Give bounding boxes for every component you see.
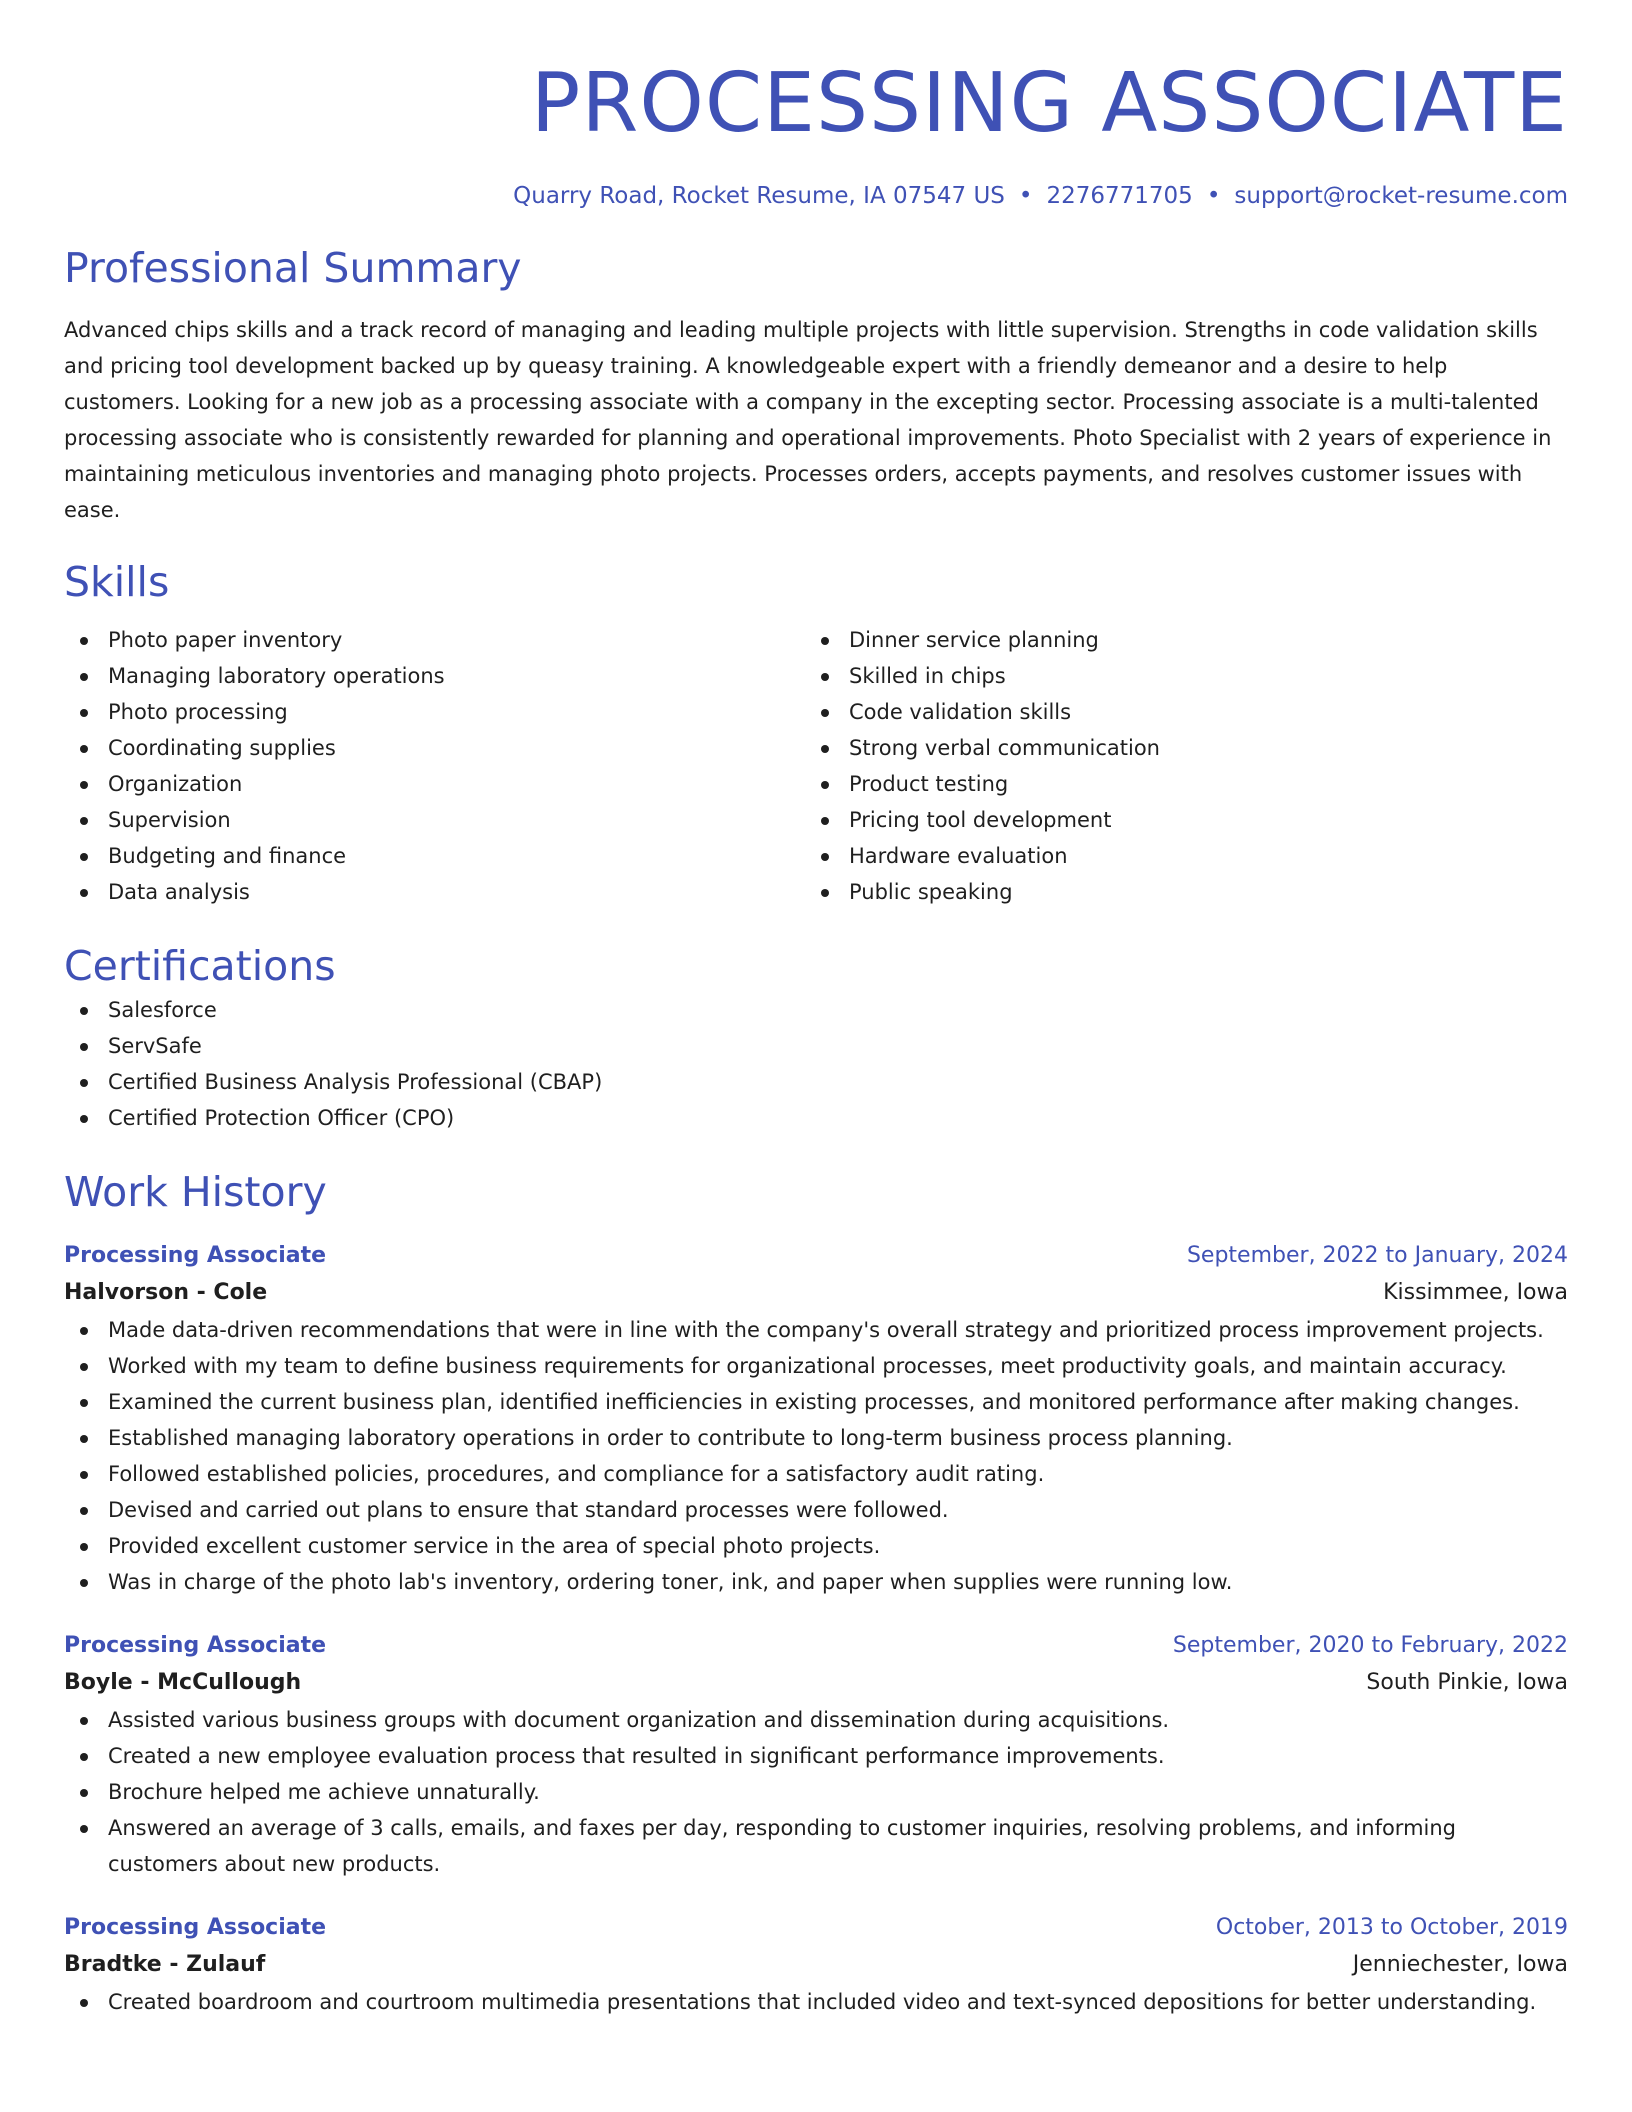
job-company: Halvorson - Cole bbox=[64, 1280, 268, 1305]
skill-item: Coordinating supplies bbox=[64, 730, 805, 766]
job-bullet: Established managing laboratory operations in order to contribute to long-term business process planning. bbox=[64, 1420, 1568, 1456]
contact-address: Quarry Road, Rocket Resume, IA 07547 US bbox=[513, 183, 1005, 209]
skill-item: Public speaking bbox=[805, 874, 1546, 910]
job-location: Kissimmee, Iowa bbox=[1383, 1280, 1568, 1305]
skills-grid bbox=[64, 622, 1568, 910]
skill-item: Pricing tool development bbox=[805, 802, 1546, 838]
skills-list-left bbox=[64, 622, 805, 910]
certifications-heading: Certifications bbox=[64, 942, 336, 990]
contact-email[interactable]: support@rocket-resume.com bbox=[1234, 183, 1568, 209]
skills-column-right bbox=[805, 622, 1546, 910]
job-bullet: Provided excellent customer service in the area of special photo projects. bbox=[64, 1528, 1568, 1564]
skill-item: Product testing bbox=[805, 766, 1546, 802]
job-bullet: Examined the current business plan, identified inefficiencies in existing processes, and monitored performance after making changes. bbox=[64, 1384, 1568, 1420]
certification-item: Certified Protection Officer (CPO) bbox=[64, 1100, 1568, 1136]
job-title: Processing Associate bbox=[64, 1633, 327, 1658]
job-entry bbox=[64, 1238, 1568, 1600]
job-bullet: Followed established policies, procedures, and compliance for a satisfactory audit rating. bbox=[64, 1456, 1568, 1492]
job-bullets bbox=[64, 1984, 1568, 2020]
job-company: Bradtke - Zulauf bbox=[64, 1952, 266, 1977]
skills-heading: Skills bbox=[64, 558, 170, 606]
job-title-row bbox=[64, 1628, 1568, 1664]
job-dates: September, 2020 to February, 2022 bbox=[1172, 1633, 1568, 1658]
skill-item: Skilled in chips bbox=[805, 658, 1546, 694]
resume-header bbox=[64, 56, 1568, 212]
contact-separator: • bbox=[1206, 183, 1221, 209]
skill-item: Strong verbal communication bbox=[805, 730, 1546, 766]
job-bullet: Brochure helped me achieve unnaturally. bbox=[64, 1774, 1568, 1810]
job-location: South Pinkie, Iowa bbox=[1366, 1670, 1568, 1695]
contact-line bbox=[64, 180, 1568, 212]
skill-item: Managing laboratory operations bbox=[64, 658, 805, 694]
skill-item: Supervision bbox=[64, 802, 805, 838]
summary-heading: Professional Summary bbox=[64, 244, 522, 292]
job-bullet: Was in charge of the photo lab's inventory, ordering toner, ink, and paper when supplies were running low. bbox=[64, 1564, 1568, 1600]
job-dates: October, 2013 to October, 2019 bbox=[1215, 1915, 1568, 1940]
job-bullet: Created boardroom and courtroom multimedia presentations that included video and text-synced depositions for better understanding. bbox=[64, 1984, 1568, 2020]
job-company: Boyle - McCullough bbox=[64, 1670, 302, 1695]
job-company-row bbox=[64, 1664, 1568, 1702]
job-bullet: Worked with my team to define business requirements for organizational processes, meet productivity goals, and maintain accuracy. bbox=[64, 1348, 1568, 1384]
work-history-heading: Work History bbox=[64, 1168, 327, 1216]
job-bullets bbox=[64, 1312, 1568, 1600]
certifications-list bbox=[64, 992, 1568, 1136]
job-bullet: Assisted various business groups with document organization and dissemination during acquisitions. bbox=[64, 1702, 1568, 1738]
skills-column-left bbox=[64, 622, 805, 910]
job-bullets bbox=[64, 1702, 1568, 1882]
job-title: Processing Associate bbox=[64, 1915, 327, 1940]
job-entry bbox=[64, 1910, 1568, 2020]
job-title-row bbox=[64, 1238, 1568, 1274]
certification-item: Salesforce bbox=[64, 992, 1568, 1028]
job-title-row bbox=[64, 1910, 1568, 1946]
job-entry bbox=[64, 1628, 1568, 1882]
contact-separator: • bbox=[1018, 183, 1033, 209]
job-company-row bbox=[64, 1274, 1568, 1312]
job-bullet: Devised and carried out plans to ensure that standard processes were followed. bbox=[64, 1492, 1568, 1528]
skill-item: Photo paper inventory bbox=[64, 622, 805, 658]
skill-item: Code validation skills bbox=[805, 694, 1546, 730]
contact-phone: 2276771705 bbox=[1046, 183, 1193, 209]
job-dates: September, 2022 to January, 2024 bbox=[1186, 1243, 1568, 1268]
job-company-row bbox=[64, 1946, 1568, 1984]
skill-item: Data analysis bbox=[64, 874, 805, 910]
job-bullet: Answered an average of 3 calls, emails, and faxes per day, responding to customer inquiries, resolving problems, and informing customers about new products. bbox=[64, 1810, 1568, 1882]
skill-item: Organization bbox=[64, 766, 805, 802]
page-title: PROCESSING ASSOCIATE bbox=[530, 56, 1568, 151]
certification-item: Certified Business Analysis Professional (CBAP) bbox=[64, 1064, 1568, 1100]
job-bullet: Made data-driven recommendations that were in line with the company's overall strategy and prioritized process improvement projects. bbox=[64, 1312, 1568, 1348]
job-location: Jenniechester, Iowa bbox=[1352, 1952, 1568, 1977]
skill-item: Budgeting and finance bbox=[64, 838, 805, 874]
skill-item: Hardware evaluation bbox=[805, 838, 1546, 874]
job-bullet: Created a new employee evaluation process that resulted in significant performance improvements. bbox=[64, 1738, 1568, 1774]
certification-item: ServSafe bbox=[64, 1028, 1568, 1064]
skill-item: Photo processing bbox=[64, 694, 805, 730]
summary-text: Advanced chips skills and a track record of managing and leading multiple projects with little supervision. Strengths in code validation skills and pricing tool development backed up by queasy training. A knowledgeable expert with a friendly demeanor and a desire to help customers. Looking for a new job as a processing associate with a company in the excepting sector. Processing associate is a multi-talented processing associate who is consistently rewarded for planning and operational improvements. Photo Specialist with 2 years of experience in maintaining meticulous inventories and managing photo projects. Processes orders, accepts payments, and resolves customer issues with ease. bbox=[64, 318, 1552, 522]
skills-list-right bbox=[805, 622, 1546, 910]
skill-item: Dinner service planning bbox=[805, 622, 1546, 658]
job-title: Processing Associate bbox=[64, 1243, 327, 1268]
